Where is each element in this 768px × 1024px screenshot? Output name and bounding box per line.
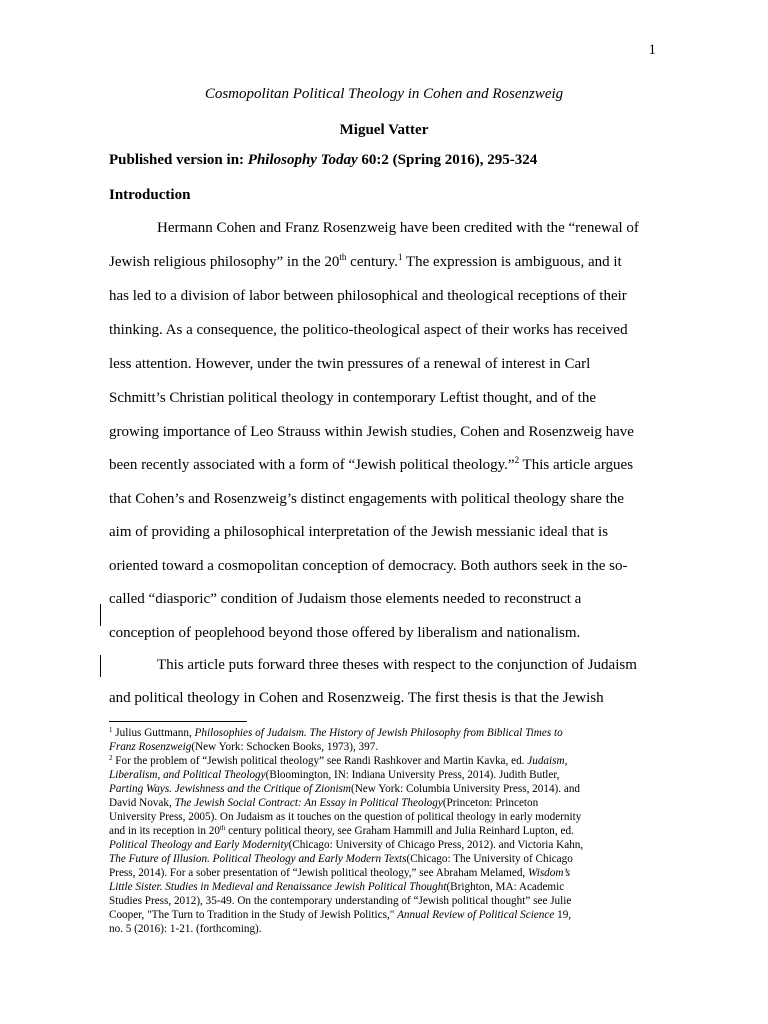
- footnote-2-line-6: [109, 824, 574, 838]
- footnote-text: (Brighton, MA: Academic: [446, 881, 565, 893]
- author-name: Miguel Vatter: [339, 122, 429, 138]
- body-line-4: thinking. As a consequence, the politico-theological aspect of their works has received: [109, 322, 628, 338]
- footnote-text: (Bloomington, IN: Indiana University Press, 2014). Judith Butler,: [265, 769, 560, 781]
- footnote-italic: Parting Ways. Jewishness and the Critique of Zionism: [109, 783, 351, 795]
- superscript: th: [339, 252, 347, 262]
- footnote-text: (Chicago: University of Chicago Press, 2012). and Victoria Kahn,: [288, 839, 584, 851]
- footnote-italic: Little Sister. Studies in Medieval and Renaissance Jewish Political Thought: [109, 881, 447, 893]
- footnote-2-line-9: [109, 866, 570, 880]
- page-number: 1: [648, 42, 656, 58]
- superscript: th: [219, 824, 226, 832]
- footnote-italic: Liberalism, and Political Theology: [109, 769, 266, 781]
- body-text: The expression is ambiguous, and it: [402, 254, 622, 270]
- body-text: been recently associated with a form of “Jewish political theology.”: [109, 457, 515, 473]
- footnote-text: century political theory, see Graham Hammill and Julia Reinhard Lupton, ed.: [225, 825, 574, 837]
- footnote-2-line-4: [109, 796, 538, 810]
- footnote-2-line-7: [109, 838, 583, 852]
- footnote-text: and in its reception in 20: [109, 825, 220, 837]
- text-cursor: [100, 604, 101, 626]
- footnote-text: Cooper, "The Turn to Tradition in the Study of Jewish Politics,": [109, 909, 398, 921]
- body-line-7: growing importance of Leo Strauss within Jewish studies, Cohen and Rosenzweig have: [109, 424, 634, 440]
- publication-details: 60:2 (Spring 2016), 295-324: [357, 152, 538, 168]
- footnote-italic: Wisdom’s: [528, 867, 571, 879]
- journal-name: Philosophy Today: [247, 152, 358, 168]
- body-line-11: oriented toward a cosmopolitan conception of democracy. Both authors seek in the so-: [109, 558, 628, 574]
- footnote-text: (New York: Columbia University Press, 2014). and: [350, 783, 581, 795]
- body-line-5: less attention. However, under the twin pressures of a renewal of interest in Carl: [109, 356, 591, 372]
- footnote-number: 2: [109, 754, 113, 762]
- text-cursor: [100, 655, 101, 677]
- footnote-1-line-2: [109, 740, 378, 754]
- footnote-text: (Chicago: The University of Chicago: [406, 853, 573, 865]
- publication-note: [109, 152, 537, 169]
- footnote-separator: [109, 721, 247, 722]
- footnote-2-line-10: [109, 880, 564, 894]
- body-text: century.: [346, 254, 398, 270]
- footnote-ref-1[interactable]: 1: [397, 252, 403, 262]
- footnote-italic: The Jewish Social Contract: An Essay in Political Theology: [174, 797, 443, 809]
- footnote-2-line-13: no. 5 (2016): 1-21. (forthcoming).: [109, 923, 262, 935]
- footnote-italic: Philosophies of Judaism. The History of Jewish Philosophy from Biblical Times to: [194, 727, 563, 739]
- footnote-text: Press, 2014). For a sober presentation of “Jewish political theology,” see Abraham Melamed,: [109, 867, 529, 879]
- body-line-1: Hermann Cohen and Franz Rosenzweig have been credited with the “renewal of: [157, 220, 639, 236]
- footnote-italic: Annual Review of Political Science: [397, 909, 555, 921]
- body-text: Jewish religious philosophy” in the 20: [109, 254, 340, 270]
- body-line-10: aim of providing a philosophical interpretation of the Jewish messianic ideal that is: [109, 524, 609, 540]
- footnote-2-line-1: [109, 754, 567, 768]
- footnote-text: David Novak,: [109, 797, 175, 809]
- body-line-14: This article puts forward three theses with respect to the conjunction of Judaism: [157, 657, 637, 673]
- footnote-text: (New York: Schocken Books, 1973), 397.: [191, 741, 379, 753]
- footnote-2-line-5: University Press, 2005). On Judaism as it touches on the question of political theology in early modernity: [109, 811, 582, 823]
- body-text: This article argues: [519, 457, 634, 473]
- footnote-2-line-8: [109, 852, 573, 866]
- body-line-9: that Cohen’s and Rosenzweig’s distinct engagements with political theology share the: [109, 491, 624, 507]
- footnote-italic: Political Theology and Early Modernity: [109, 839, 289, 851]
- footnote-number: 1: [109, 726, 113, 734]
- footnote-1-line-1: [109, 726, 563, 740]
- body-line-3: has led to a division of labor between philosophical and theological receptions of their: [109, 288, 627, 304]
- section-heading: Introduction: [109, 187, 191, 203]
- footnote-text: Julius Guttmann,: [112, 727, 195, 739]
- publication-prefix: Published version in:: [109, 152, 248, 168]
- footnote-text: For the problem of “Jewish political theology” see Randi Rashkover and Martin Kavka, ed.: [112, 755, 528, 767]
- body-line-2: [109, 254, 622, 271]
- footnote-2-line-3: [109, 782, 580, 796]
- body-line-8: [109, 457, 633, 474]
- body-line-13: conception of peoplehood beyond those offered by liberalism and nationalism.: [109, 625, 581, 641]
- paper-title: Cosmopolitan Political Theology in Cohen and Rosenzweig: [204, 86, 564, 102]
- footnote-italic: The Future of Illusion. Political Theology and Early Modern Texts: [109, 853, 407, 865]
- body-line-6: Schmitt’s Christian political theology in contemporary Leftist thought, and of the: [109, 390, 597, 406]
- footnote-italic: Franz Rosenzweig: [109, 741, 192, 753]
- body-line-12: called “diasporic” condition of Judaism those elements needed to reconstruct a: [109, 591, 582, 607]
- footnote-text: 19,: [554, 909, 572, 921]
- footnote-2-line-11: Studies Press, 2012), 35-49. On the contemporary understanding of “Jewish political thought” see Julie: [109, 895, 572, 907]
- footnote-text: (Princeton: Princeton: [442, 797, 539, 809]
- footnote-italic: Judaism,: [527, 755, 568, 767]
- footnote-ref-2[interactable]: 2: [514, 455, 520, 465]
- footnote-2-line-2: [109, 768, 559, 782]
- footnote-2-line-12: [109, 908, 571, 922]
- body-line-15: and political theology in Cohen and Rosenzweig. The first thesis is that the Jewish: [109, 690, 604, 706]
